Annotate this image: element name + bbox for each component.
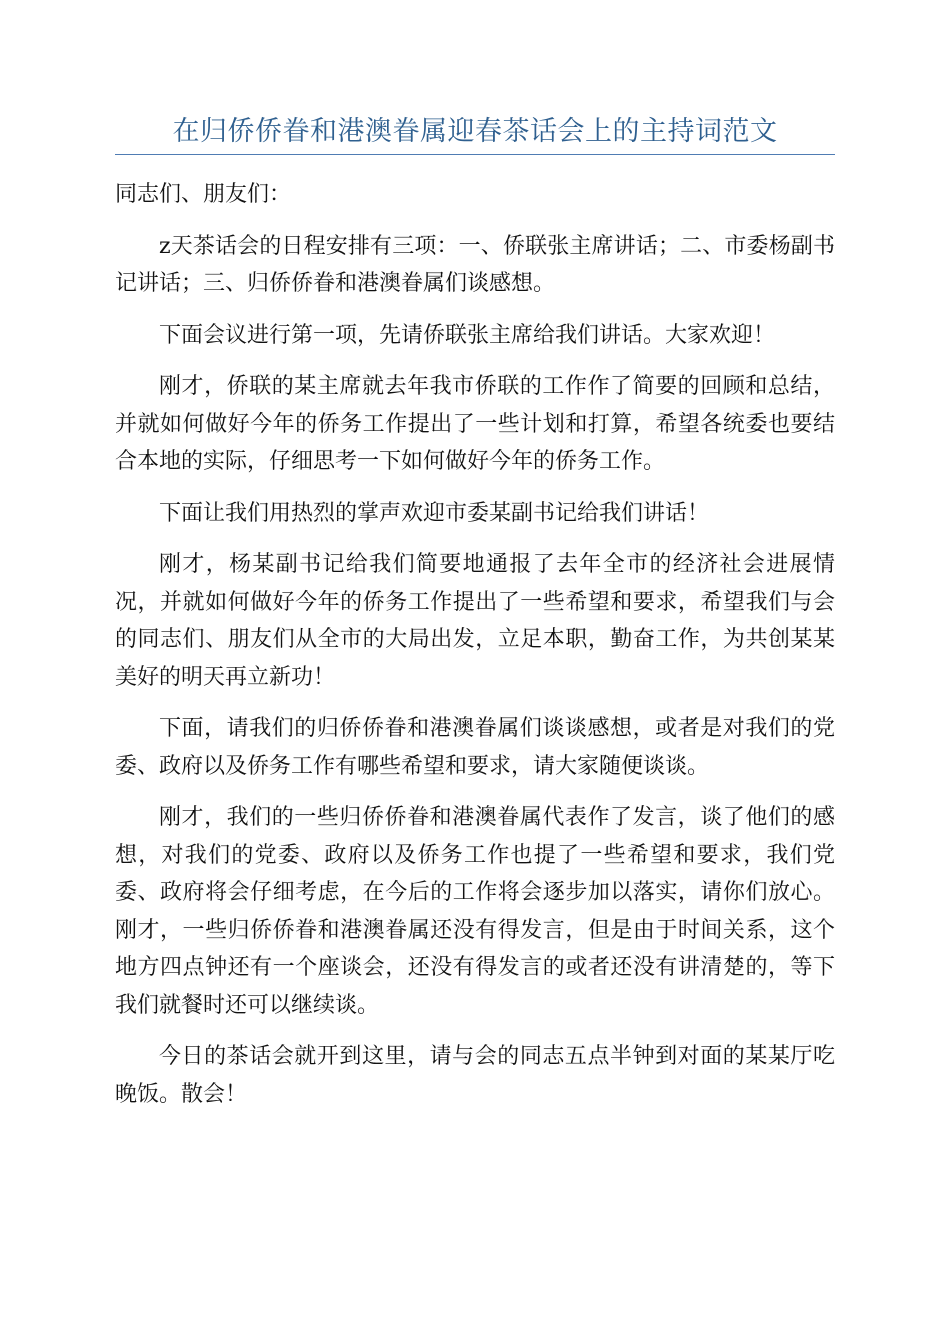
title-underline bbox=[115, 154, 835, 155]
closing-paragraph: 今日的茶话会就开到这里，请与会的同志五点半钟到对面的某某厅吃晚饭。散会！ bbox=[115, 1044, 835, 1107]
body-paragraph: 刚才，我们的一些归侨侨眷和港澳眷属代表作了发言，谈了他们的感想，对我们的党委、政府以及侨务工作也提了一些希望和要求，我们党委、政府将会仔细考虑，在今后的工作将会逐步加以落实，请你们放心。刚才，一些归侨侨眷和港澳眷属还没有得发言，但是由于时间关系，这个地方四点钟还有一个座谈会，还没有得发言的或者还没有讲清楚的，等下我们就餐时还可以继续谈。 bbox=[115, 805, 835, 1018]
body-paragraph: 下面会议进行第一项，先请侨联张主席给我们讲话。大家欢迎！ bbox=[159, 322, 776, 348]
body-paragraph: 下面，请我们的归侨侨眷和港澳眷属们谈谈感想，或者是对我们的党委、政府以及侨务工作有哪些希望和要求，请大家随便谈谈。 bbox=[115, 716, 835, 779]
body-paragraph: z天茶话会的日程安排有三项：一、侨联张主席讲话；二、市委杨副书记讲话；三、归侨侨眷和港澳眷属们谈感想。 bbox=[115, 233, 835, 296]
document-title: 在归侨侨眷和港澳眷属迎春茶话会上的主持词范文 bbox=[172, 116, 778, 147]
salutation-paragraph: 同志们、朋友们： bbox=[115, 182, 292, 207]
body-paragraph: 刚才，杨某副书记给我们简要地通报了去年全市的经济社会进展情况，并就如何做好今年的侨务工作提出了一些希望和要求，希望我们与会的同志们、朋友们从全市的大局出发，立足本职，勤奋工作，为共创某某美好的明天再立新功！ bbox=[115, 552, 835, 690]
document-body bbox=[115, 176, 835, 1113]
body-paragraph: 刚才，侨联的某主席就去年我市侨联的工作作了简要的回顾和总结，并就如何做好今年的侨务工作提出了一些计划和打算，希望各统委也要结合本地的实际，仔细思考一下如何做好今年的侨务工作。 bbox=[115, 374, 835, 474]
body-paragraph: 下面让我们用热烈的掌声欢迎市委某副书记给我们讲话！ bbox=[159, 500, 710, 526]
